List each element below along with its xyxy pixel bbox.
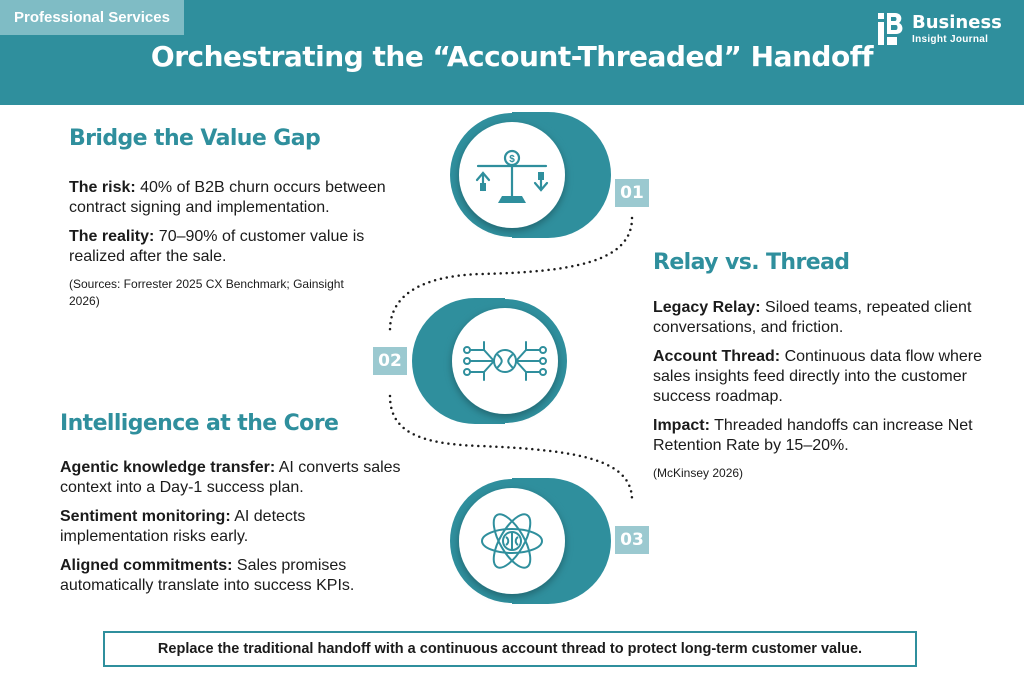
step-number-1: 01 [615,179,649,207]
step-number-2: 02 [373,347,407,375]
bridge-sources: (Sources: Forrester 2025 CX Benchmark; Gainsight 2026) [69,277,344,308]
step-1-badge [450,112,611,238]
relay-source: (McKinsey 2026) [653,466,744,480]
risk-label: The risk: [69,179,136,196]
agentic-text: AI converts sales context into a Day-1 success plan. [60,459,401,496]
step-3-badge [450,478,611,604]
relay-body [653,298,1013,491]
svg-text:$: $ [509,154,515,165]
thread-text: Continuous data flow where sales insights feed directly into the customer success roadmap. [653,348,983,405]
risk-text: 40% of B2B churn occurs between contract signing and implementation. [69,179,386,216]
sentiment-label: Sentiment monitoring: [60,508,231,525]
category-tag: Professional Services [0,0,184,35]
impact-text: Threaded handoffs can increase Net Retention Rate by 15–20%. [653,417,973,454]
agentic-label: Agentic knowledge transfer: [60,459,276,476]
aligned-text: Sales promises automatically translate into success KPIs. [60,557,355,594]
thread-label: Account Thread: [653,348,781,365]
intel-body [60,458,410,605]
legacy-text: Siloed teams, repeated client conversations, and friction. [653,299,972,336]
intel-title: Intelligence at the Core [60,411,339,436]
reality-text: 70–90% of customer value is realized after the sale. [69,228,365,265]
page-title: Orchestrating the “Account-Threaded” Handoff [150,40,874,73]
relay-title: Relay vs. Thread [653,250,850,275]
logo-name: Business [912,12,1002,33]
footer-callout: Replace the traditional handoff with a continuous account thread to protect long-term customer value. [103,631,917,667]
impact-label: Impact: [653,417,710,434]
bridge-title: Bridge the Value Gap [69,126,321,151]
legacy-label: Legacy Relay: [653,299,761,316]
reality-label: The reality: [69,228,155,245]
logo-subtitle: Insight Journal [912,34,989,45]
sentiment-text: AI detects implementation risks early. [60,508,306,545]
aligned-label: Aligned commitments: [60,557,233,574]
step-number-3: 03 [615,526,649,554]
bridge-body [69,178,429,319]
